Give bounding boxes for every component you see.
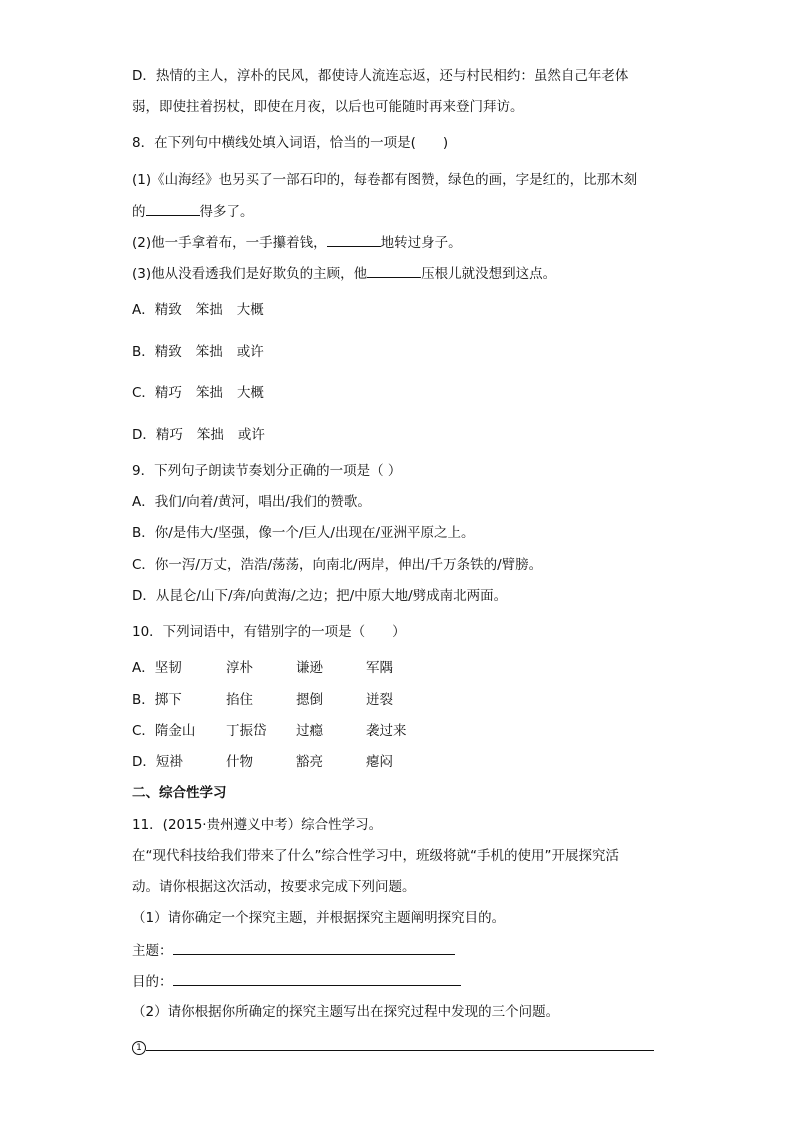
q8-s3-pre: (3)他从没看透我们是好欺负的主顾，他	[132, 266, 368, 282]
option-word: C．隋金山	[132, 723, 196, 739]
q11-purpose-row	[132, 971, 461, 992]
option-word: 丁振岱	[226, 723, 267, 739]
purpose-label: 目的：	[132, 974, 173, 990]
topic-answer-line[interactable]	[173, 940, 455, 955]
purpose-answer-line[interactable]	[173, 971, 461, 986]
q11-part1: （1）请你确定一个探究主题，并根据探究主题阐明探究目的。	[132, 910, 506, 926]
q11-item1-row	[132, 1036, 654, 1057]
q9-option-a[interactable]: A．我们/向着/黄河，唱出/我们的赞歌。	[132, 494, 371, 510]
q8-s1-post: 得多了。	[199, 204, 254, 220]
q10-option-a[interactable]	[132, 658, 426, 678]
q8-sentence3	[132, 263, 556, 284]
answer-blank[interactable]	[367, 263, 421, 278]
q8-s2-pre: (2)他一手拿着布，一手攥着钱，	[132, 235, 327, 251]
q10-option-c[interactable]	[132, 721, 426, 741]
option-word: 军隅	[366, 660, 393, 676]
option-word: 豁亮	[296, 754, 323, 770]
q8-s3-post: 压根儿就没想到这点。	[421, 266, 557, 282]
q8-option-a[interactable]	[132, 300, 264, 320]
q10-option-d[interactable]	[132, 752, 426, 772]
option-word: 袭过来	[366, 723, 407, 739]
option-word: A．精致	[132, 302, 182, 318]
option-word: 笨拙	[195, 344, 223, 360]
q8-sentence1-line1: (1)《山海经》也另买了一部石印的，每卷都有图赞，绿色的画，字是红的，比那木刻	[132, 172, 638, 188]
option-word: 或许	[237, 427, 265, 443]
q9-stem: 9．下列句子朗读节奏划分正确的一项是（ ）	[132, 463, 402, 479]
q8-s1-pre: 的	[132, 204, 146, 220]
section-heading: 二、综合性学习	[132, 785, 227, 801]
q8-option-d[interactable]	[132, 425, 265, 445]
q10-option-b[interactable]	[132, 690, 426, 710]
answer-blank[interactable]	[146, 201, 200, 216]
option-word: D．精巧	[132, 427, 183, 443]
q11-part2: （2）请你根据你所确定的探究主题写出在探究过程中发现的三个问题。	[132, 1004, 560, 1020]
q11-stem: 11．(2015·贵州遵义中考）综合性学习。	[132, 817, 383, 833]
option-word: 淳朴	[226, 660, 253, 676]
option-word: 笨拙	[195, 385, 223, 401]
option-word: 大概	[236, 302, 264, 318]
option-word: 瘪闷	[366, 754, 393, 770]
option-word: B．掷下	[132, 692, 182, 708]
option-word: 谦逊	[296, 660, 323, 676]
option-word: 过瘾	[296, 723, 323, 739]
q8-stem: 8．在下列句中横线处填入词语，恰当的一项是( )	[132, 135, 449, 151]
option-word: 什物	[226, 754, 253, 770]
q8-option-c[interactable]	[132, 383, 264, 403]
q11-intro-line2: 动。请你根据这次活动，按要求完成下列问题。	[132, 879, 416, 895]
q8-sentence1-line2	[132, 201, 254, 222]
q9-option-b[interactable]: B．你/是伟大/坚强，像一个/巨人/出现在/亚洲平原之上。	[132, 525, 475, 541]
q7-option-d-line2: 弱，即使拄着拐杖，即使在月夜，以后也可能随时再来登门拜访。	[132, 99, 524, 115]
q11-topic-row	[132, 940, 455, 961]
topic-label: 主题：	[132, 943, 173, 959]
option-word: A．坚韧	[132, 660, 182, 676]
item1-answer-line[interactable]	[146, 1036, 654, 1051]
answer-blank[interactable]	[327, 232, 381, 247]
q8-option-b[interactable]	[132, 342, 264, 362]
q11-intro-line1: 在“现代科技给我们带来了什么”综合性学习中，班级将就“手机的使用”开展探究活	[132, 848, 619, 864]
option-word: 掐住	[226, 692, 253, 708]
option-word: 笨拙	[195, 302, 223, 318]
option-word: B．精致	[132, 344, 182, 360]
q7-option-d-line1: D．热情的主人，淳朴的民风，都使诗人流连忘返，还与村民相约：虽然自己年老体	[132, 68, 629, 84]
option-word: C．精巧	[132, 385, 182, 401]
q9-option-c[interactable]: C．你一泻/万丈，浩浩/荡荡，向南北/两岸，伸出/千万条铁的/臂膀。	[132, 557, 543, 573]
q9-option-d[interactable]: D．从昆仑/山下/奔/向黄海/之边；把/中原大地/劈成南北两面。	[132, 588, 508, 604]
q8-sentence2	[132, 232, 462, 253]
q8-s2-post: 地转过身子。	[380, 235, 462, 251]
option-word: 或许	[236, 344, 264, 360]
option-word: D．短褂	[132, 754, 183, 770]
option-word: 摁倒	[296, 692, 323, 708]
option-word: 大概	[236, 385, 264, 401]
option-word: 迸裂	[366, 692, 393, 708]
option-word: 笨拙	[196, 427, 224, 443]
q10-stem: 10．下列词语中，有错别字的一项是（ ）	[132, 624, 406, 640]
circled-number-marker: 1	[132, 1041, 146, 1055]
